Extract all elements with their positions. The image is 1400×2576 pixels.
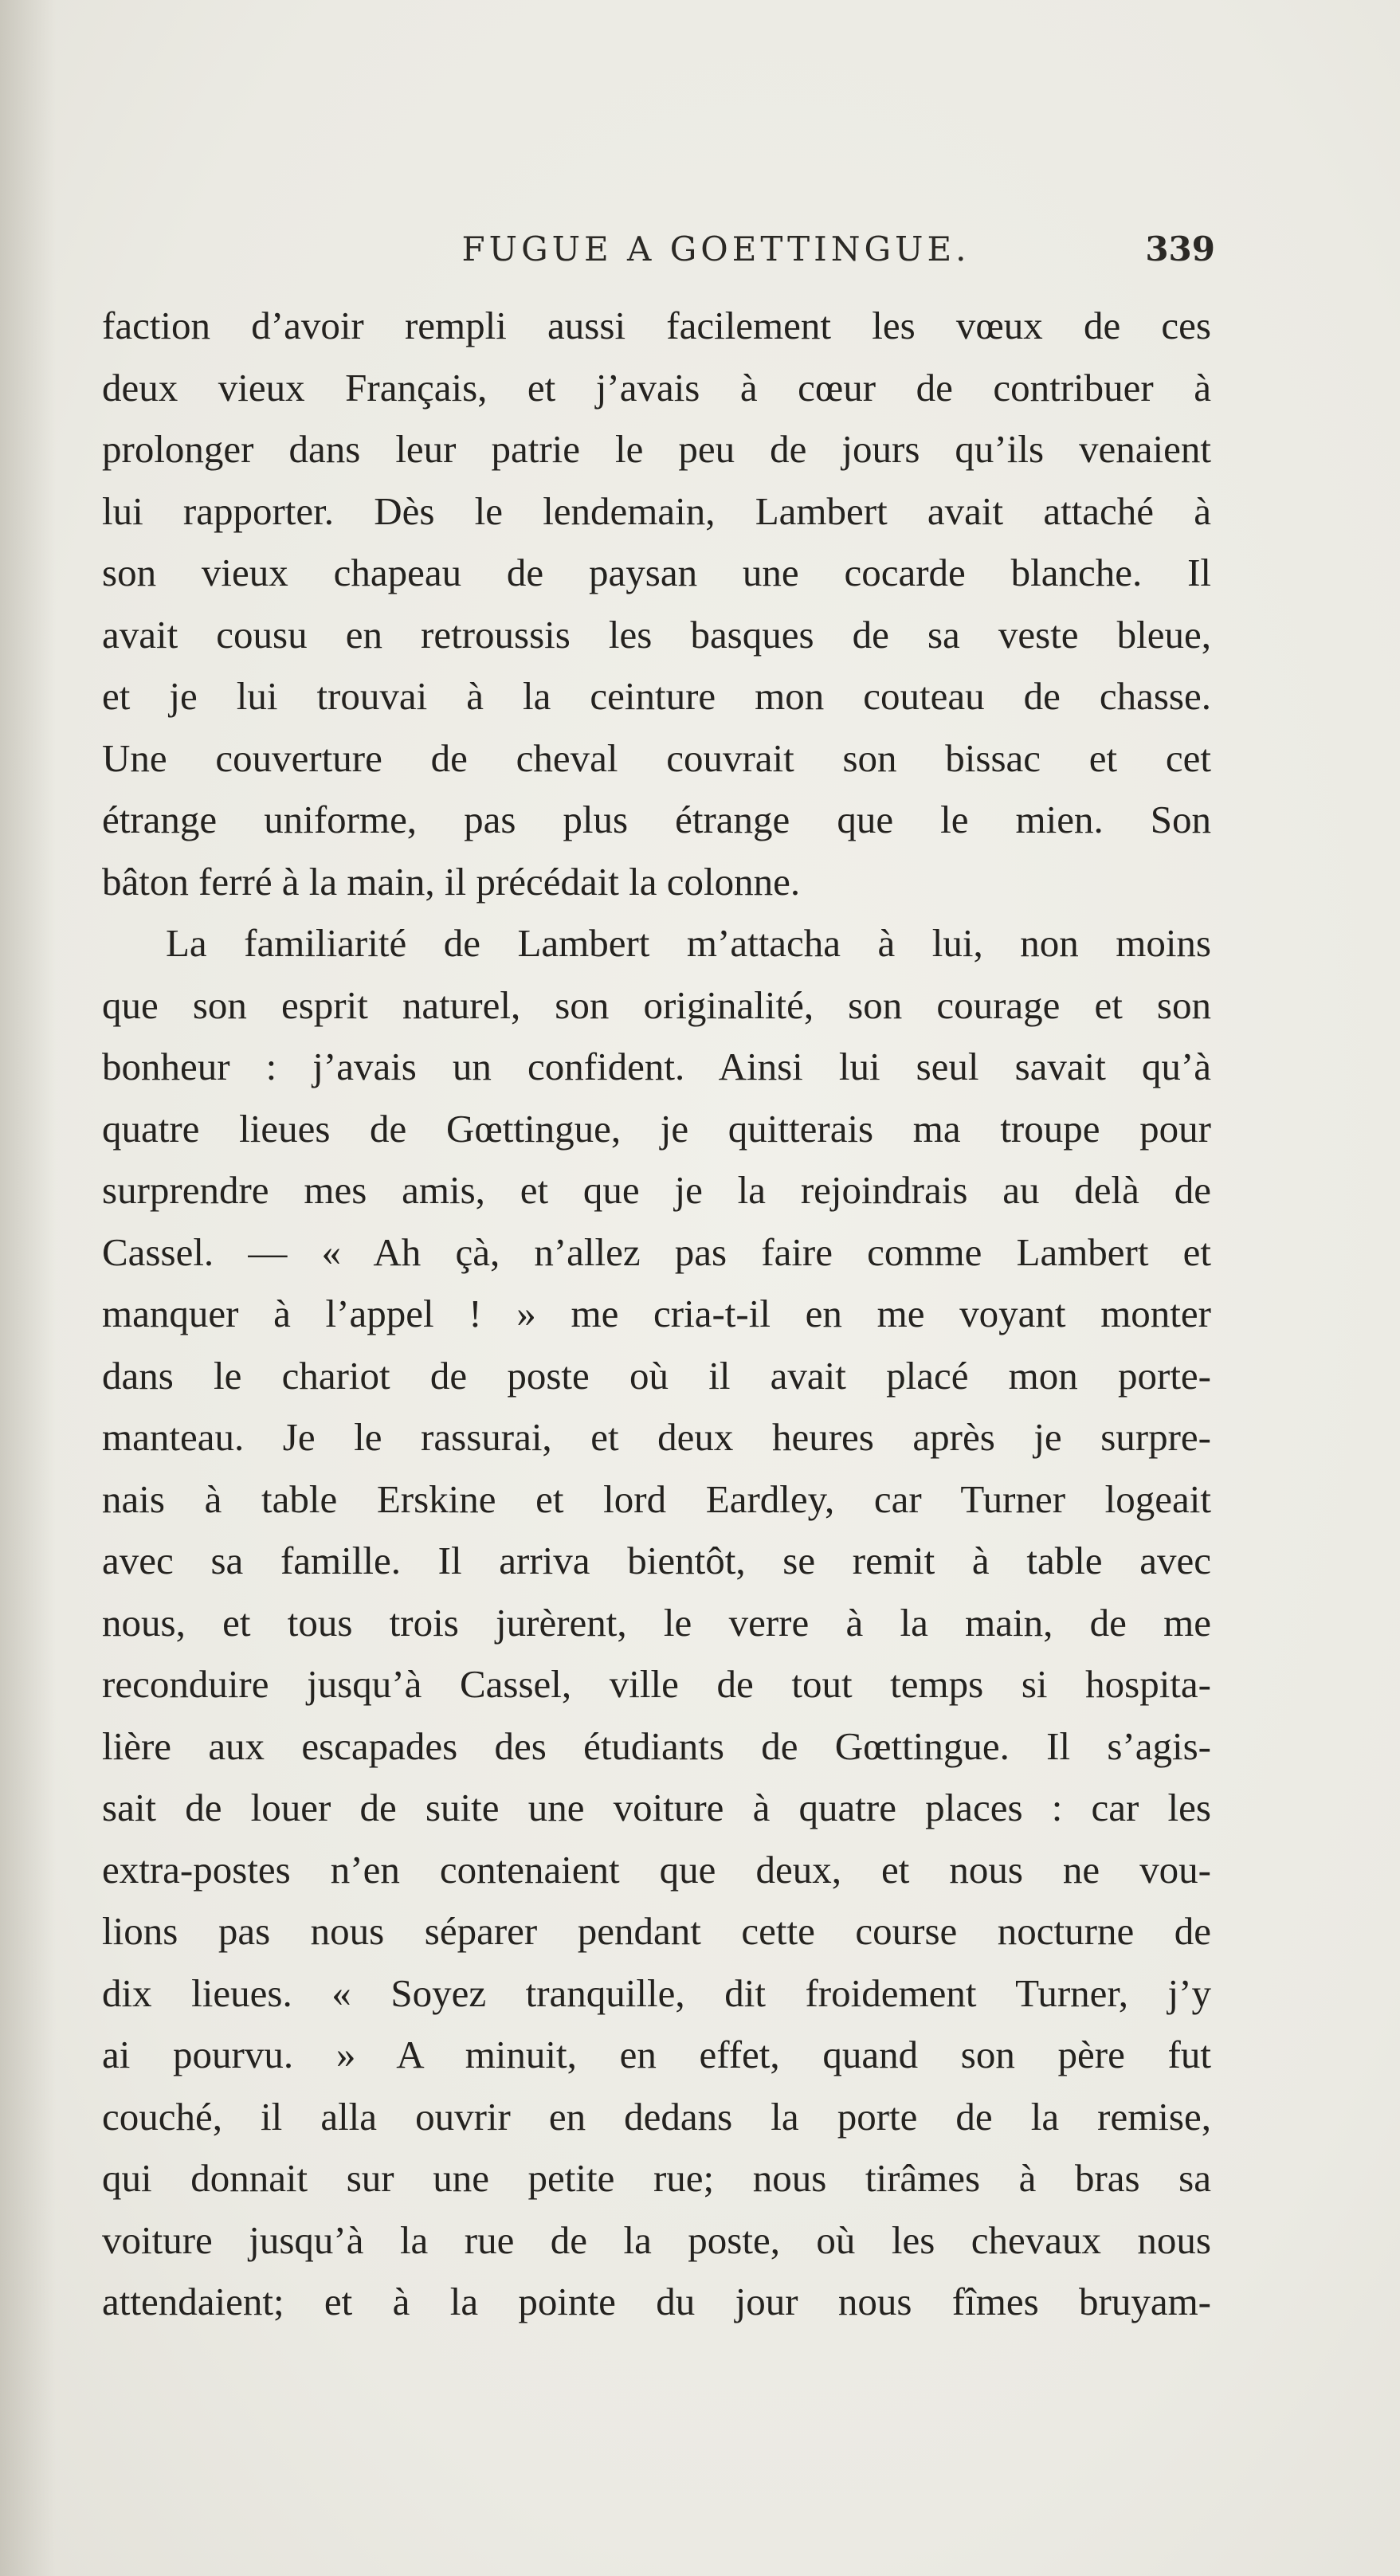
text-line: avec sa famille. Il arriva bientôt, se remit à table avec (102, 1539, 1211, 1582)
page-number: 339 (1145, 229, 1215, 269)
text-line: dans le chariot de poste où il avait placé mon porte- (102, 1353, 1211, 1398)
text-line: deux vieux Français, et j’avais à cœur de contribuer à (102, 365, 1211, 410)
text-line: que son esprit naturel, son originalité, son courage et son (102, 982, 1211, 1027)
text-line: nous, et tous trois jurèrent, le verre à la main, de me (102, 1600, 1211, 1645)
binding-shadow (0, 0, 56, 2576)
text-line: étrange uniforme, pas plus étrange que le mien. Son (102, 798, 1211, 841)
text-line: Une couverture de cheval couvrait son bissac et cet (102, 735, 1211, 780)
body-text (102, 295, 1211, 2333)
chapter-title: FUGUE A GOETTINGUE. (461, 229, 971, 269)
paragraph-end-line: bâton ferré à la main, il précédait la colonne. (102, 859, 801, 904)
text-line: qui donnait sur une petite rue; nous tirâmes à bras sa (102, 2156, 1211, 2200)
paragraph-start-line: La familiarité de Lambert m’attacha à lui, non moins (166, 921, 1211, 965)
text-line: son vieux chapeau de paysan une cocarde blanche. Il (102, 551, 1211, 594)
text-line: voiture jusqu’à la rue de la poste, où les chevaux nous (102, 2217, 1211, 2262)
text-line: prolonger dans leur patrie le peu de jours qu’ils venaient (102, 427, 1211, 471)
running-head (0, 222, 1400, 277)
text-line: attendaient; et à la pointe du jour nous fîmes bruyam- (102, 2280, 1211, 2323)
text-line: dix lieues. « Soyez tranquille, dit froidement Turner, j’y (102, 1970, 1211, 2015)
text-line: manteau. Je le rassurai, et deux heures après je surpre- (102, 1415, 1211, 1459)
text-line: reconduire jusqu’à Cassel, ville de tout temps si hospita- (102, 1662, 1211, 1706)
text-line: lions pas nous séparer pendant cette course nocturne de (102, 1909, 1211, 1953)
text-line: lui rapporter. Dès le lendemain, Lambert avait attaché à (102, 488, 1211, 533)
text-line: nais à table Erskine et lord Eardley, car Turner logeait (102, 1476, 1211, 1521)
text-line: avait cousu en retroussis les basques de sa veste bleue, (102, 612, 1211, 657)
text-line: extra-postes n’en contenaient que deux, et nous ne vou- (102, 1847, 1211, 1892)
text-line: et je lui trouvai à la ceinture mon couteau de chasse. (102, 674, 1211, 718)
text-line: surprendre mes amis, et que je la rejoindrais au delà de (102, 1168, 1211, 1212)
text-line: ai pourvu. » A minuit, en effet, quand son père fut (102, 2033, 1211, 2076)
text-line: faction d’avoir rempli aussi facilement les vœux de ces (102, 304, 1211, 347)
text-line: lière aux escapades des étudiants de Gœttingue. Il s’agis- (102, 1723, 1211, 1768)
text-line: quatre lieues de Gœttingue, je quitterais ma troupe pour (102, 1106, 1211, 1151)
text-line: manquer à l’appel ! » me cria-t-il en me voyant monter (102, 1292, 1211, 1335)
text-line: Cassel. — « Ah çà, n’allez pas faire comme Lambert et (102, 1229, 1211, 1274)
text-line: couché, il alla ouvrir en dedans la porte de la remise, (102, 2094, 1211, 2139)
text-line: sait de louer de suite une voiture à quatre places : car les (102, 1786, 1211, 1829)
text-line: bonheur : j’avais un confident. Ainsi lui seul savait qu’à (102, 1045, 1211, 1088)
